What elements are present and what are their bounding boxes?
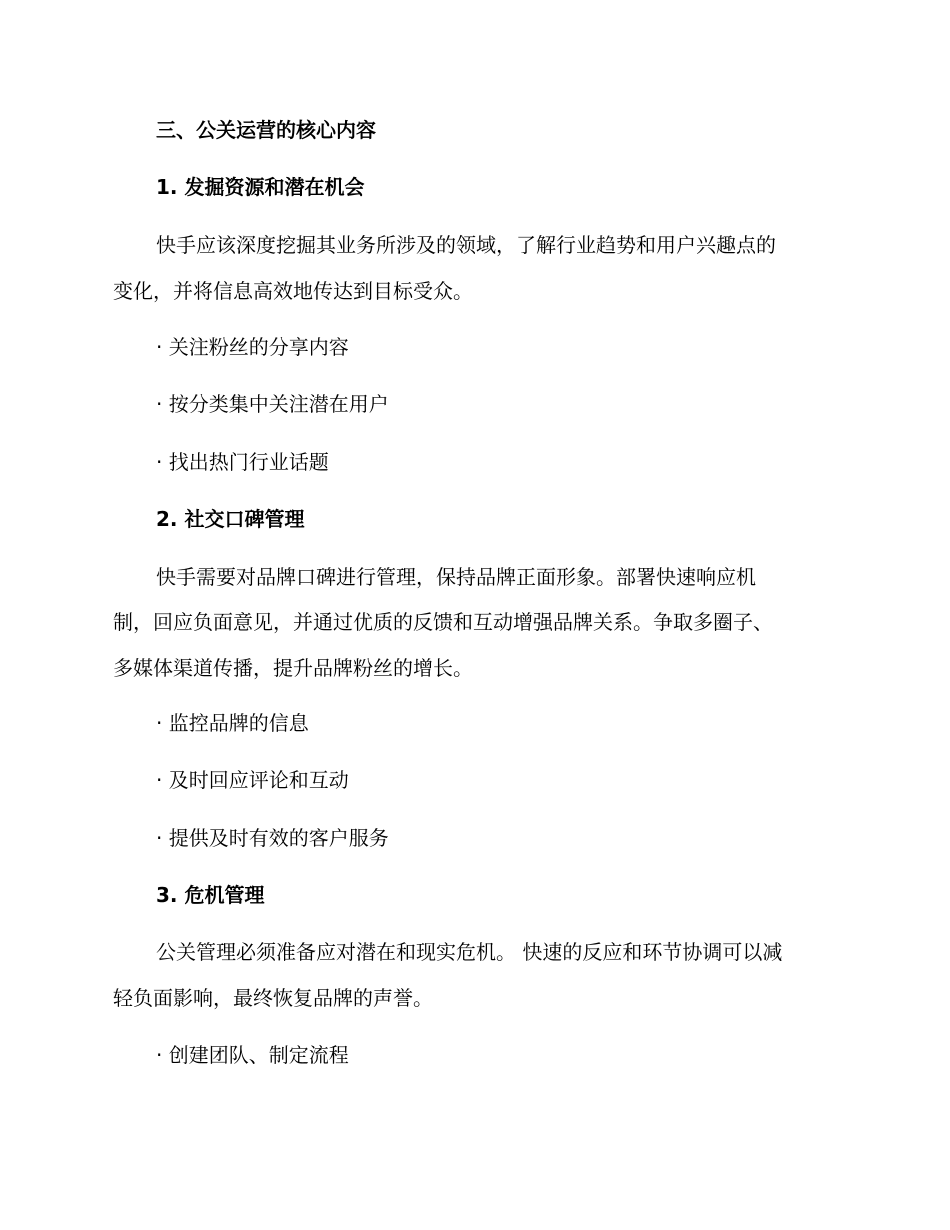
subsection-1-title: 1. 发掘资源和潜在机会 [156,175,365,199]
subsection-3-bullet-1: · 创建团队、制定流程 [156,1043,349,1067]
subsection-2-title: 2. 社交口碑管理 [156,507,305,531]
subsection-3-paragraph-line-2: 轻负面影响，最终恢复品牌的声誉。 [113,986,433,1010]
subsection-2-bullet-2: · 及时回应评论和互动 [156,768,349,792]
subsection-2-bullet-3: · 提供及时有效的客户服务 [156,826,389,850]
subsection-2-paragraph-line-2: 制，回应负面意见，并通过优质的反馈和互动增强品牌关系。争取多圈子、 [113,610,773,634]
subsection-1-bullet-2: · 按分类集中关注潜在用户 [156,392,389,416]
subsection-1-bullet-1: · 关注粉丝的分享内容 [156,335,349,359]
subsection-3-title: 3. 危机管理 [156,883,265,907]
subsection-2-paragraph-line-1: 快手需要对品牌口碑进行管理，保持品牌正面形象。部署快速响应机 [156,565,756,589]
section-title: 三、公关运营的核心内容 [156,118,376,142]
subsection-1-paragraph-line-1: 快手应该深度挖掘其业务所涉及的领域，了解行业趋势和用户兴趣点的 [156,233,776,257]
subsection-3-paragraph-line-1: 公关管理必须准备应对潜在和现实危机。 快速的反应和环节协调可以减 [156,940,783,964]
subsection-1-bullet-3: · 找出热门行业话题 [156,450,329,474]
subsection-1-paragraph-line-2: 变化，并将信息高效地传达到目标受众。 [113,279,473,303]
subsection-2-bullet-1: · 监控品牌的信息 [156,711,309,735]
subsection-2-paragraph-line-3: 多媒体渠道传播，提升品牌粉丝的增长。 [113,656,473,680]
